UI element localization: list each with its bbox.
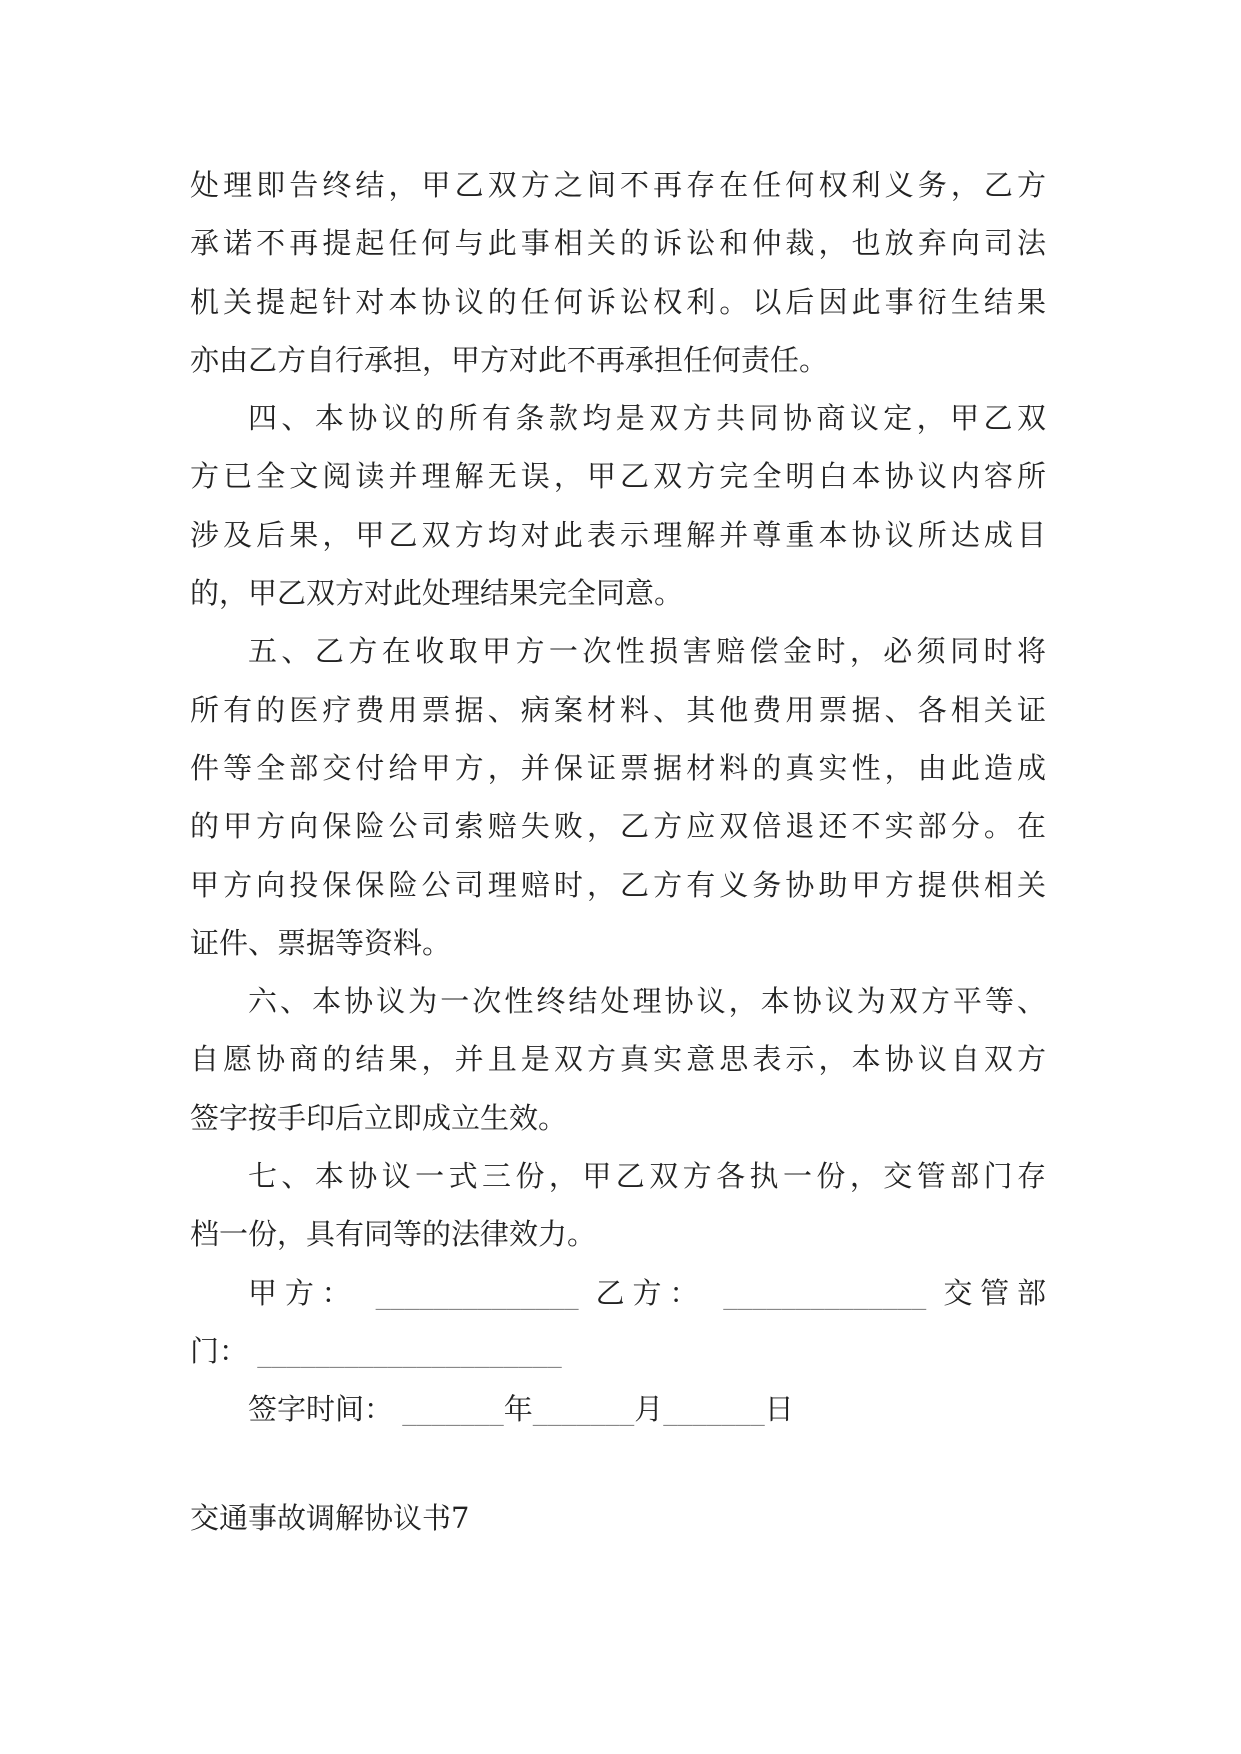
party-b-label: 乙方：: [595, 1275, 707, 1310]
text-line: 件等全部交付给甲方，并保证票据材料的真实性，由此造成: [190, 750, 1046, 785]
text-line: 签字按手印后立即成立生效。: [190, 1100, 568, 1135]
year-label: 年: [503, 1392, 533, 1427]
next-document-title: 交通事故调解协议书7: [190, 1500, 470, 1535]
paragraph-5: [190, 622, 1046, 972]
signature-parties-line: [190, 1264, 1046, 1322]
text-line: 四、本协议的所有条款均是双方共同协商议定，甲乙双: [248, 401, 1046, 436]
paragraph-3-tail: [190, 156, 1046, 389]
document-page: [190, 156, 1046, 1547]
text-line: 涉及后果，甲乙双方均对此表示理解并尊重本协议所达成目: [190, 517, 1046, 552]
spacer: [190, 1439, 1046, 1489]
text-line: 的，甲乙双方对此处理结果完全同意。: [190, 576, 684, 611]
day-label: 日: [764, 1392, 794, 1427]
paragraph-6: [190, 972, 1046, 1147]
text-line: 亦由乙方自行承担，甲方对此不再承担任何责任。: [190, 342, 829, 377]
text-line: 五、乙方在收取甲方一次性损害赔偿金时，必须同时将: [248, 634, 1046, 669]
sign-date-label: 签字时间：: [248, 1392, 394, 1427]
paragraph-4: [190, 389, 1046, 622]
paragraph-7: [190, 1147, 1046, 1264]
party-a-label: 甲方：: [248, 1275, 359, 1310]
month-label: 月: [634, 1392, 664, 1427]
traffic-dept-label: 交管部: [943, 1275, 1046, 1310]
party-b-blank[interactable]: ______________: [723, 1275, 927, 1310]
text-line: 方已全文阅读并理解无误，甲乙双方完全明白本协议内容所: [190, 459, 1046, 494]
sign-date-line: [190, 1380, 1046, 1438]
year-blank[interactable]: _______: [402, 1392, 504, 1427]
text-line: 七、本协议一式三份，甲乙双方各执一份，交管部门存: [248, 1159, 1046, 1194]
party-a-blank[interactable]: ______________: [375, 1275, 579, 1310]
text-line: 机关提起针对本协议的任何诉讼权利。以后因此事衍生结果: [190, 284, 1046, 319]
day-blank[interactable]: _______: [663, 1392, 765, 1427]
month-blank[interactable]: _______: [532, 1392, 635, 1427]
traffic-dept-blank[interactable]: _____________________: [257, 1333, 562, 1368]
text-line: 承诺不再提起任何与此事相关的诉讼和仲裁，也放弃向司法: [190, 226, 1046, 261]
traffic-dept-line: [190, 1322, 1046, 1380]
text-line: 六、本协议为一次性终结处理协议，本协议为双方平等、: [248, 984, 1046, 1019]
text-line: 的甲方向保险公司索赔失败，乙方应双倍退还不实部分。在: [190, 809, 1046, 844]
text-line: 所有的医疗费用票据、病案材料、其他费用票据、各相关证: [190, 692, 1046, 727]
text-line: 自愿协商的结果，并且是双方真实意思表示，本协议自双方: [190, 1042, 1046, 1077]
traffic-dept-label-cont: 门：: [190, 1333, 249, 1368]
text-line: 处理即告终结，甲乙双方之间不再存在任何权利义务，乙方: [190, 168, 1046, 202]
text-line: 证件、票据等资料。: [190, 925, 452, 960]
signature-block: [190, 1264, 1046, 1439]
text-line: 档一份，具有同等的法律效力。: [190, 1217, 597, 1252]
text-line: 甲方向投保保险公司理赔时，乙方有义务协助甲方提供相关: [190, 867, 1046, 902]
